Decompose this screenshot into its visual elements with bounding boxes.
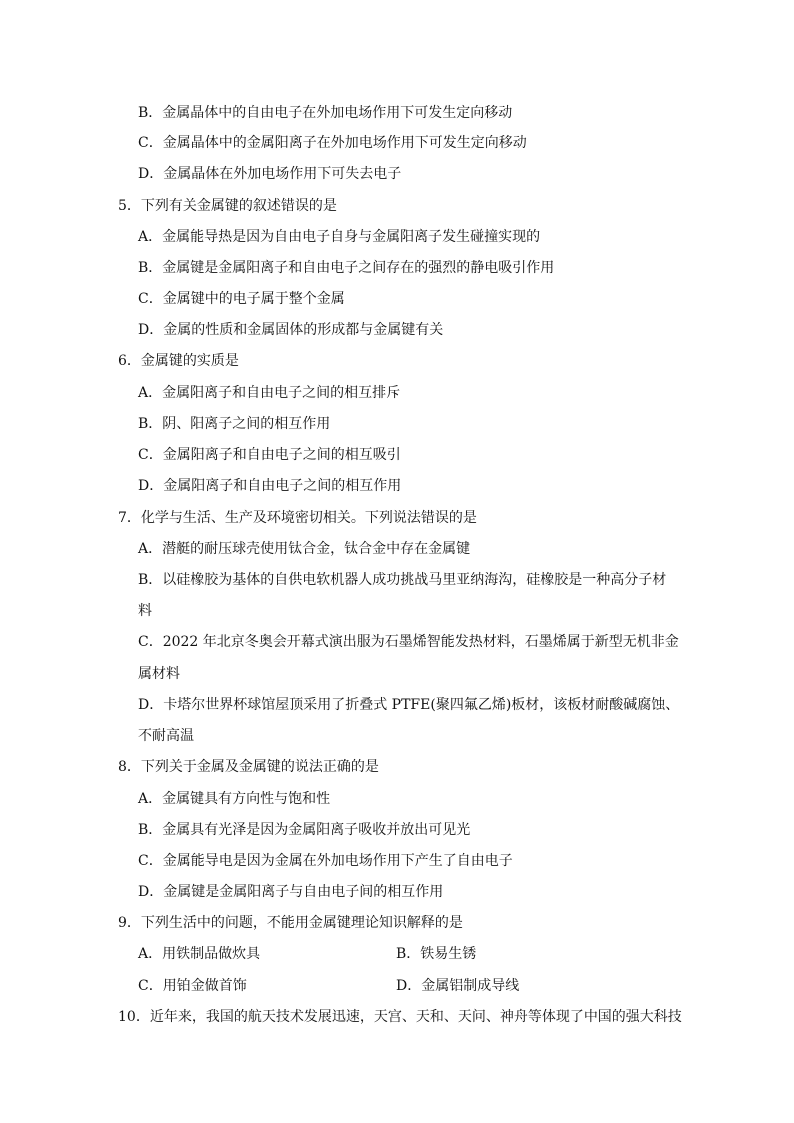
q6-option-a: A．金属阳离子和自由电子之间的相互排斥 bbox=[138, 385, 401, 401]
q8-stem: 8．下列关于金属及金属键的说法正确的是 bbox=[118, 759, 379, 775]
q7-option-d-line2: 不耐高温 bbox=[138, 728, 194, 744]
q6-option-b: B．阴、阳离子之间的相互作用 bbox=[138, 416, 331, 432]
q9-option-b: B．铁易生锈 bbox=[396, 946, 477, 962]
q7-option-a: A．潜艇的耐压球壳使用钛合金，钛合金中存在金属键 bbox=[138, 541, 471, 557]
q7-option-b-line2: 料 bbox=[138, 603, 152, 619]
q5-option-a: A．金属能导热是因为自由电子自身与金属阳离子发生碰撞实现的 bbox=[138, 229, 541, 245]
q6-option-c: C．金属阳离子和自由电子之间的相互吸引 bbox=[138, 447, 401, 463]
q9-option-d: D．金属铝制成导线 bbox=[396, 978, 520, 994]
q5-option-c: C．金属键中的电子属于整个金属 bbox=[138, 291, 345, 307]
q5-option-b: B．金属键是金属阳离子和自由电子之间存在的强烈的静电吸引作用 bbox=[138, 260, 555, 276]
q4-option-c: C．金属晶体中的金属阳离子在外加电场作用下可发生定向移动 bbox=[138, 135, 527, 151]
q7-option-d-line1: D．卡塔尔世界杯球馆屋顶采用了折叠式 PTFE(聚四氟乙烯)板材，该板材耐酸碱腐蚀、 bbox=[138, 697, 680, 713]
q8-option-d: D．金属键是金属阳离子与自由电子间的相互作用 bbox=[138, 884, 444, 900]
q9-option-c: C．用铂金做首饰 bbox=[138, 978, 247, 994]
q9-option-a: A．用铁制品做炊具 bbox=[138, 946, 261, 962]
q8-option-a: A．金属键具有方向性与饱和性 bbox=[138, 791, 331, 807]
q7-option-c-line1: C．2022 年北京冬奥会开幕式演出服为石墨烯智能发热材料，石墨烯属于新型无机非金 bbox=[138, 634, 679, 650]
q4-option-b: B．金属晶体中的自由电子在外加电场作用下可发生定向移动 bbox=[138, 105, 513, 121]
q7-option-b-line1: B．以硅橡胶为基体的自供电软机器人成功挑战马里亚纳海沟，硅橡胶是一种高分子材 bbox=[138, 572, 667, 588]
q6-stem: 6．金属键的实质是 bbox=[118, 353, 239, 369]
q7-stem: 7．化学与生活、生产及环境密切相关。下列说法错误的是 bbox=[118, 510, 477, 526]
q6-option-d: D．金属阳离子和自由电子之间的相互作用 bbox=[138, 478, 402, 494]
q7-option-c-line2: 属材料 bbox=[138, 666, 180, 682]
q8-option-b: B．金属具有光泽是因为金属阳离子吸收并放出可见光 bbox=[138, 822, 471, 838]
q10-stem: 10．近年来，我国的航天技术发展迅速，天宫、天和、天问、神舟等体现了中国的强大科技 bbox=[118, 1009, 682, 1025]
q5-stem: 5．下列有关金属键的叙述错误的是 bbox=[118, 198, 337, 214]
q5-option-d: D．金属的性质和金属固体的形成都与金属键有关 bbox=[138, 322, 444, 338]
q8-option-c: C．金属能导电是因为金属在外加电场作用下产生了自由电子 bbox=[138, 853, 513, 869]
q4-option-d: D．金属晶体在外加电场作用下可失去电子 bbox=[138, 166, 402, 182]
q9-stem: 9．下列生活中的问题，不能用金属键理论知识解释的是 bbox=[118, 915, 463, 931]
